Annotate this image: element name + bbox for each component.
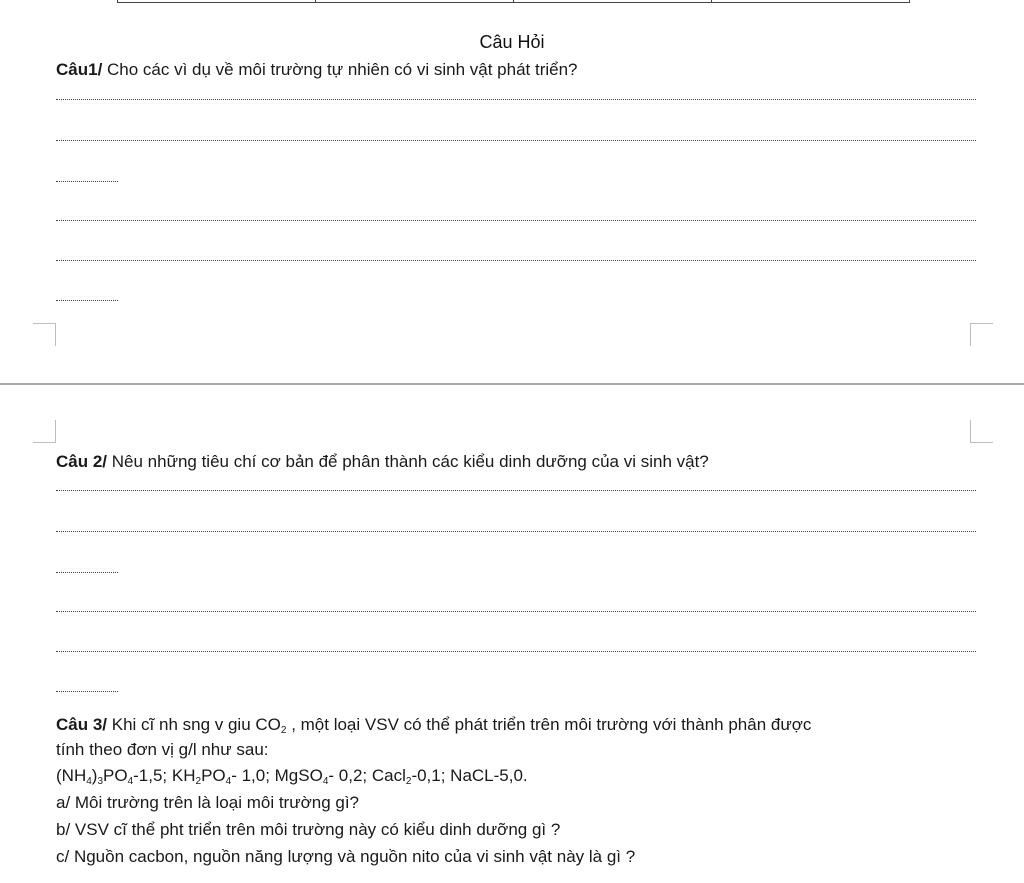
question-2-label: Câu 2/ (56, 452, 108, 471)
question-3-label: Câu 3/ (56, 715, 108, 734)
question-1-text: Cho các vì dụ về môi trường tự nhiên có vi sinh vật phát triển? (102, 60, 578, 79)
question-2 (56, 452, 709, 472)
crop-mark (970, 323, 993, 346)
sub-question-c: c/ Nguồn cacbon, nguồn năng lượng và nguồn nito của vi sinh vật này là gì ? (56, 847, 636, 866)
answer-line[interactable] (56, 220, 976, 221)
crop-mark (33, 323, 56, 346)
answer-line[interactable] (56, 260, 976, 261)
question-3: Câu 3/ Khi cĩ nh sng v giu $CO_2$ , một loại VSV có thể phát triển trên môi trường với thành phân được (56, 715, 812, 736)
answer-line[interactable] (56, 531, 976, 532)
page-title: Câu Hỏi (479, 32, 545, 52)
answer-line[interactable] (56, 140, 976, 141)
medium-formula: $(NH_4)_3PO_4-1,5$; $KH_2PO_4-$ 1,0; MgSO$_4$- 0,2; Cacl$_2$-0,1; NaCL-5,0. (56, 766, 528, 787)
answer-line[interactable] (56, 181, 118, 182)
sub-question-b: b/ VSV cĩ thể pht triển trên môi trường này có kiểu dinh dưỡng gì ? (56, 820, 561, 839)
answer-line[interactable] (56, 300, 118, 301)
answer-line[interactable] (56, 611, 976, 612)
question-3-line-2: tính theo đơn vị g/l như sau: (56, 740, 269, 759)
answer-line[interactable] (56, 99, 976, 100)
page-separator (0, 383, 1024, 385)
answer-line[interactable] (56, 651, 976, 652)
crop-mark (33, 420, 56, 443)
sub-question-a: a/ Môi trường trên là loại môi trường gì? (56, 793, 360, 812)
answer-line[interactable] (56, 572, 118, 573)
top-table-border (117, 0, 910, 3)
answer-line[interactable] (56, 490, 976, 491)
question-1-label: Câu1/ (56, 60, 103, 79)
answer-line[interactable] (56, 691, 118, 692)
crop-mark (970, 420, 993, 443)
question-1 (56, 60, 578, 80)
question-2-text: Nêu những tiêu chí cơ bản để phân thành các kiểu dinh dưỡng của vi sinh vật? (107, 452, 709, 471)
